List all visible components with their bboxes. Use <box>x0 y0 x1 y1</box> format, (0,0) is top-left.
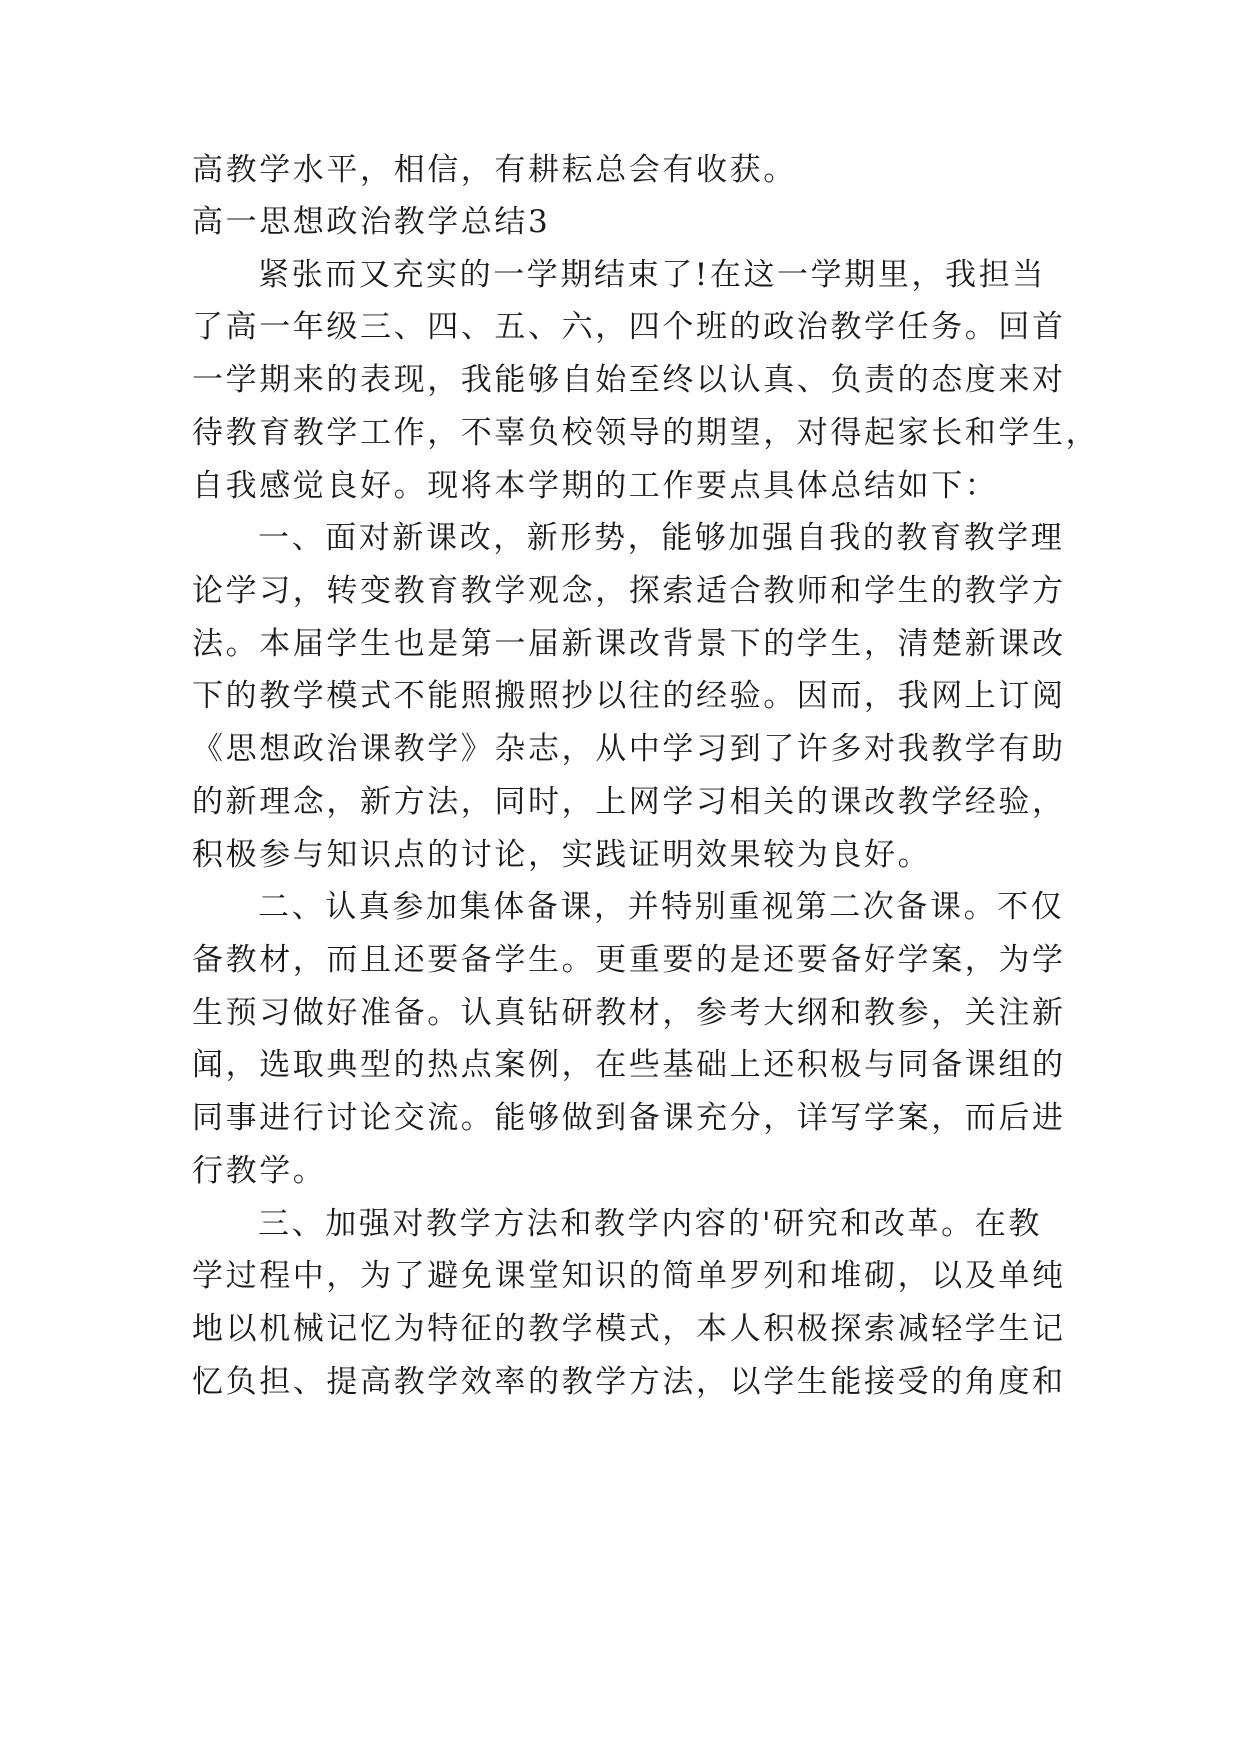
text-line: 《思想政治课教学》杂志，从中学习到了许多对我教学有助 <box>192 731 1066 767</box>
text-line: 二、认真参加集体备课，并特别重视第二次备课。不仅 <box>258 889 1065 925</box>
text-line: 自我感觉良好。现将本学期的工作要点具体总结如下： <box>192 468 999 504</box>
text-line: 学过程中，为了避免课堂知识的简单罗列和堆砌，以及单纯 <box>192 1258 1066 1294</box>
text-line: 生预习做好准备。认真钻研教材，参考大纲和教参，关注新 <box>192 995 1066 1031</box>
text-line: 下的教学模式不能照搬照抄以往的经验。因而，我网上订阅 <box>192 678 1066 714</box>
text-line: 法。本届学生也是第一届新课改背景下的学生，清楚新课改 <box>192 626 1066 662</box>
text-line: 一学期来的表现，我能够自始至终以认真、负责的态度来对 <box>192 362 1066 398</box>
text-line: 高教学水平，相信，有耕耘总会有收获。 <box>192 152 797 188</box>
text-line: 同事进行讨论交流。能够做到备课充分，详写学案，而后进 <box>192 1100 1066 1136</box>
text-line: 备教材，而且还要备学生。更重要的是还要备好学案，为学 <box>192 942 1066 978</box>
text-line: 忆负担、提高教学效率的教学方法，以学生能接受的角度和 <box>192 1364 1066 1400</box>
text-line: 论学习，转变教育教学观念，探索适合教师和学生的教学方 <box>192 573 1066 609</box>
text-line: 一、面对新课改，新形势，能够加强自我的教育教学理 <box>258 520 1065 556</box>
text-line: 积极参与知识点的讨论，实践证明效果较为良好。 <box>192 837 932 873</box>
text-line: 行教学。 <box>192 1153 327 1189</box>
text-line: 地以机械记忆为特征的教学模式，本人积极探索减轻学生记 <box>192 1311 1066 1347</box>
text-line: 紧张而又充实的一学期结束了!在这一学期里，我担当 <box>258 257 1046 293</box>
text-line: 三、加强对教学方法和教学内容的'研究和改革。在教 <box>258 1206 1042 1242</box>
text-line: 待教育教学工作，不辜负校领导的期望，对得起家长和学生， <box>192 415 1100 451</box>
text-line: 了高一年级三、四、五、六，四个班的政治教学任务。回首 <box>192 309 1066 345</box>
section-heading: 高一思想政治教学总结3 <box>192 204 551 240</box>
text-line: 闻，选取典型的热点案例，在些基础上还积极与同备课组的 <box>192 1047 1066 1083</box>
text-line: 的新理念，新方法，同时，上网学习相关的课改教学经验， <box>192 784 1066 820</box>
